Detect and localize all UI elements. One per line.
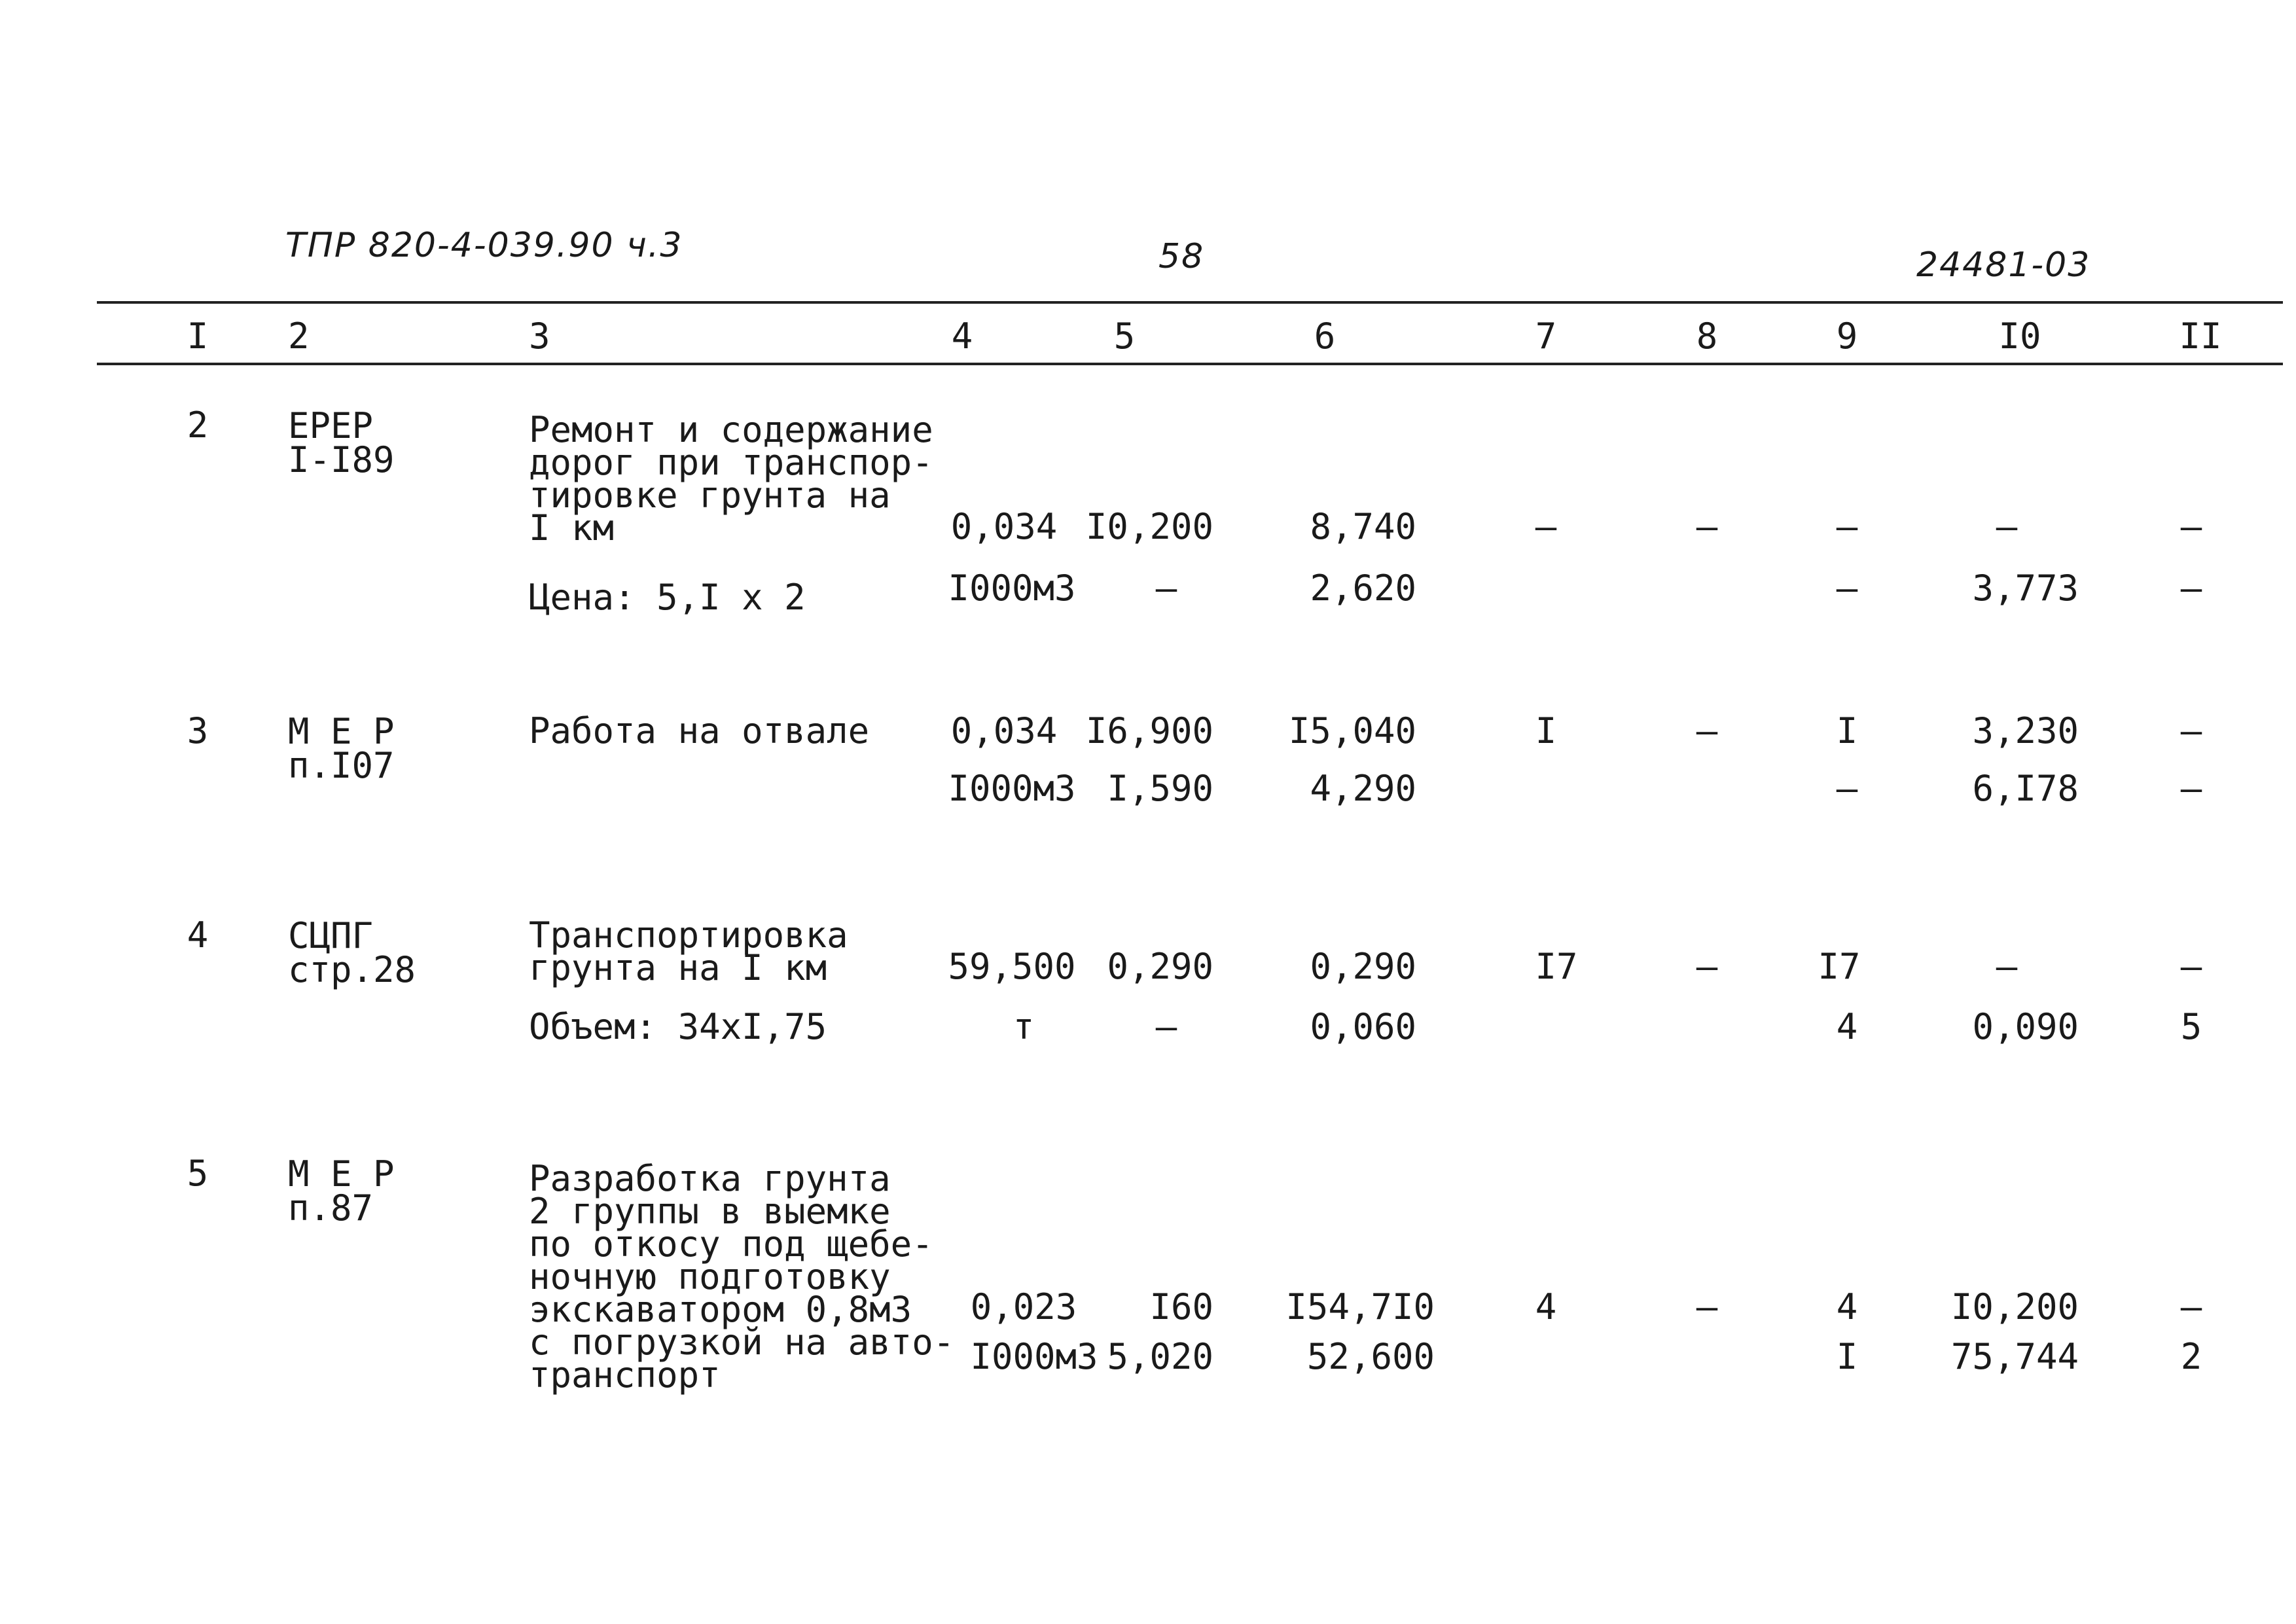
archive-number: 24481-03 — [1916, 245, 2091, 285]
norm-reference: СЦПГ стр.28 — [288, 915, 416, 990]
cell-col7: 4 — [1535, 1286, 1557, 1327]
cell-quantity: 0,034 — [950, 506, 1058, 547]
cell-unit: I000м3 — [970, 1336, 1098, 1377]
norm-reference: М Е Р п.87 — [288, 1153, 395, 1229]
column-header-3: 3 — [529, 316, 550, 357]
work-description: Транспортировка грунта на I км — [529, 914, 848, 988]
cell-col7: I — [1535, 710, 1557, 751]
cell-col10: I0,200 — [1950, 1286, 2079, 1327]
column-header-11: II — [2179, 316, 2222, 357]
cell-total-cost: 8,740 — [1310, 506, 1416, 547]
column-header-2: 2 — [288, 316, 310, 357]
norm-reference: М Е Р п.I07 — [288, 711, 395, 786]
cell-col9: – — [1836, 506, 1858, 547]
cell-unit-cost: I6,900 — [1085, 710, 1213, 751]
table-top-rule — [97, 301, 2283, 304]
cell-unit: I000м3 — [948, 568, 1076, 609]
column-header-5: 5 — [1113, 316, 1136, 357]
cell-col10-2: 75,744 — [1950, 1336, 2079, 1377]
cell-col11-2: 5 — [2180, 1006, 2202, 1047]
work-description: Ремонт и содержание дорог при транспор- тировке грунта на I км — [529, 409, 933, 549]
cell-col10-2: 3,773 — [1972, 568, 2079, 609]
cell-col9: I7 — [1818, 946, 1861, 987]
cell-total-cost-2: 0,060 — [1310, 1006, 1416, 1047]
cell-col11: – — [2180, 1286, 2202, 1327]
work-description: Работа на отвале — [529, 710, 870, 751]
cell-col7: I7 — [1535, 946, 1578, 987]
cell-col9-2: I — [1836, 1336, 1858, 1377]
column-header-4: 4 — [951, 316, 973, 357]
cell-total-cost: I5,040 — [1288, 710, 1416, 751]
cell-col9: I — [1836, 710, 1858, 751]
cell-unit-cost-2: I,590 — [1107, 768, 1213, 809]
cell-col11-2: 2 — [2180, 1336, 2202, 1377]
norm-reference: ЕРЕР I-I89 — [288, 405, 395, 480]
column-header-1: I — [187, 316, 209, 357]
cell-col10-2: 0,090 — [1972, 1006, 2079, 1047]
column-header-10: I0 — [1998, 316, 2041, 357]
cell-col11: – — [2180, 710, 2202, 751]
cell-unit-cost-2: – — [1155, 1006, 1177, 1047]
column-header-7: 7 — [1535, 316, 1557, 357]
column-header-9: 9 — [1836, 316, 1858, 357]
work-description: Разработка грунта 2 группы в выемке по откосу под щебе- ночную подготовку экскаватором 0,8м3 с погрузкой на авто- транспорт — [529, 1158, 955, 1396]
cell-col11: – — [2180, 506, 2202, 547]
cell-col8: – — [1696, 1286, 1718, 1327]
cell-col11: – — [2180, 946, 2202, 987]
cell-unit-cost: 0,290 — [1107, 946, 1213, 987]
cell-col9-2: – — [1836, 568, 1858, 609]
cell-col10: – — [1996, 506, 2018, 547]
cell-col9-2: – — [1836, 768, 1858, 809]
row-number: 4 — [187, 914, 209, 956]
cell-unit: I000м3 — [948, 768, 1076, 809]
row-number: 3 — [187, 710, 209, 751]
document-code: ТПР 820-4-039.90 ч.3 — [285, 226, 683, 265]
cell-col8: – — [1696, 506, 1718, 547]
volume-note: Объем: 34xI,75 — [529, 1006, 827, 1047]
cell-col9: 4 — [1836, 1286, 1858, 1327]
cell-total-cost-2: 2,620 — [1310, 568, 1416, 609]
cell-col10: 3,230 — [1972, 710, 2079, 751]
cell-col11-2: – — [2180, 768, 2202, 809]
price-note: Цена: 5,I x 2 — [529, 577, 806, 618]
cell-col8: – — [1696, 710, 1718, 751]
cell-col8: – — [1696, 946, 1718, 987]
cell-quantity: 0,023 — [970, 1286, 1077, 1327]
cell-col10: – — [1996, 946, 2018, 987]
row-number: 2 — [187, 405, 209, 446]
row-number: 5 — [187, 1153, 209, 1194]
cell-unit-cost-2: – — [1155, 568, 1177, 609]
cell-total-cost: I54,7I0 — [1285, 1286, 1435, 1327]
cell-unit: т — [1013, 1006, 1035, 1047]
cell-total-cost-2: 4,290 — [1310, 768, 1416, 809]
cell-total-cost: 0,290 — [1310, 946, 1416, 987]
cell-quantity: 0,034 — [950, 710, 1058, 751]
cell-col11-2: – — [2180, 568, 2202, 609]
cell-total-cost-2: 52,600 — [1306, 1336, 1435, 1377]
table-header-rule — [97, 363, 2283, 365]
cell-col7: – — [1535, 506, 1557, 547]
cell-quantity: 59,500 — [948, 946, 1076, 987]
cell-unit-cost: I0,200 — [1085, 506, 1213, 547]
page-number: 58 — [1158, 237, 1205, 276]
cell-unit-cost: I60 — [1149, 1286, 1213, 1327]
cell-unit-cost-2: 5,020 — [1107, 1336, 1213, 1377]
column-header-6: 6 — [1314, 316, 1336, 357]
column-header-8: 8 — [1696, 316, 1718, 357]
cell-col10-2: 6,I78 — [1972, 768, 2079, 809]
cell-col9-2: 4 — [1836, 1006, 1858, 1047]
